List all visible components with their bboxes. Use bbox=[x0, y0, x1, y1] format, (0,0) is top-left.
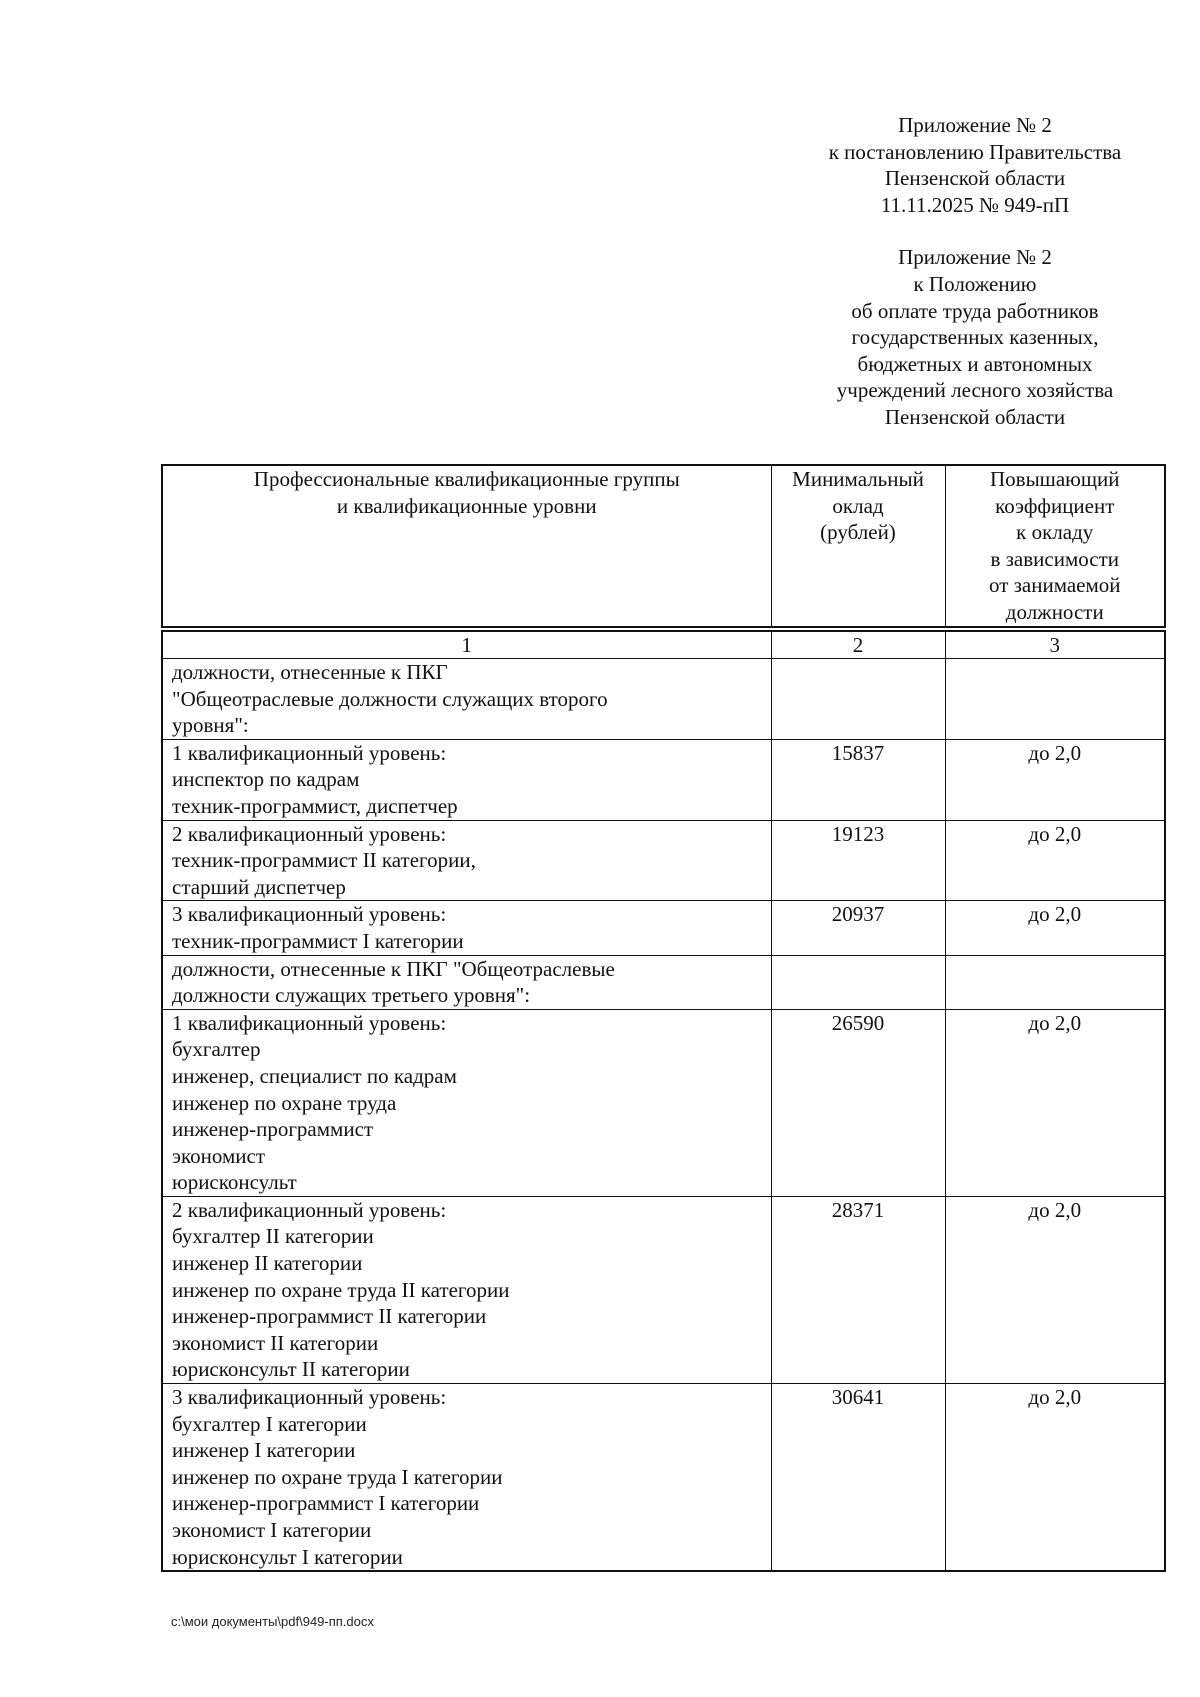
appendix-header bbox=[780, 112, 1170, 431]
position-line: экономист bbox=[172, 1143, 266, 1168]
position-line: инженер-программист I категории bbox=[172, 1491, 480, 1516]
position-cell bbox=[162, 1384, 771, 1572]
position-line: экономист I категории bbox=[172, 1518, 372, 1542]
header-spacer bbox=[780, 218, 1170, 244]
salary-table bbox=[161, 630, 1166, 1572]
position-line: техник-программист II категории, bbox=[172, 848, 476, 873]
column-header-line: от занимаемой bbox=[988, 573, 1121, 598]
table-row bbox=[162, 1009, 1165, 1196]
coefficient-cell: до 2,0 bbox=[945, 820, 1165, 901]
header-line: Приложение № 2 bbox=[898, 113, 1052, 137]
header-line: к постановлению Правительства bbox=[828, 139, 1122, 164]
coefficient-cell: до 2,0 bbox=[945, 739, 1165, 820]
column-header-line: должности bbox=[1005, 599, 1104, 624]
position-line: бухгалтер I категории bbox=[172, 1411, 367, 1436]
position-cell bbox=[162, 1009, 771, 1196]
column-header-line: Профессиональные квалификационные группы bbox=[253, 467, 680, 491]
position-line: инженер I категории bbox=[172, 1438, 356, 1463]
regulation-reference bbox=[780, 244, 1170, 430]
header-line: Пензенской области bbox=[884, 404, 1066, 429]
position-line: 2 квалификационный уровень: bbox=[172, 1197, 447, 1222]
position-cell bbox=[162, 659, 771, 740]
salary-cell: 28371 bbox=[771, 1196, 945, 1383]
position-line: экономист II категории bbox=[172, 1330, 379, 1355]
table-row bbox=[162, 901, 1165, 955]
header-line: об оплате труда работников bbox=[851, 298, 1099, 323]
salary-cell bbox=[771, 659, 945, 740]
column-header-line: оклад bbox=[832, 493, 884, 518]
position-line: 1 квалификационный уровень: bbox=[172, 740, 447, 765]
position-line: юрисконсульт I категории bbox=[172, 1544, 403, 1569]
header-line: Приложение № 2 bbox=[898, 245, 1052, 270]
coefficient-cell bbox=[945, 659, 1165, 740]
coefficient-cell: до 2,0 bbox=[945, 1196, 1165, 1383]
salary-cell bbox=[771, 955, 945, 1009]
salary-cell: 15837 bbox=[771, 739, 945, 820]
column-number: 3 bbox=[945, 631, 1165, 659]
position-line: бухгалтер bbox=[172, 1037, 261, 1062]
header-line: государственных казенных, bbox=[851, 325, 1099, 350]
column-header-line: коэффициент bbox=[995, 493, 1115, 518]
position-line: техник-программист, диспетчер bbox=[172, 793, 458, 818]
salary-cell: 20937 bbox=[771, 901, 945, 955]
position-line: инженер II категории bbox=[172, 1251, 363, 1276]
column-header-coefficient bbox=[945, 465, 1165, 627]
position-cell bbox=[162, 739, 771, 820]
position-line: юрисконсульт II категории bbox=[172, 1357, 410, 1382]
position-line: техник-программист I категории bbox=[172, 928, 464, 953]
header-line: учреждений лесного хозяйства bbox=[836, 378, 1114, 403]
position-line: должности служащих третьего уровня": bbox=[172, 983, 531, 1008]
coefficient-cell: до 2,0 bbox=[945, 901, 1165, 955]
column-number-row bbox=[162, 631, 1165, 659]
position-line: уровня": bbox=[172, 713, 249, 738]
table-row bbox=[162, 1384, 1165, 1572]
position-line: 3 квалификационный уровень: bbox=[172, 1385, 447, 1410]
coefficient-cell: до 2,0 bbox=[945, 1384, 1165, 1572]
column-header-line: к окладу bbox=[1016, 520, 1094, 545]
column-header-line: в зависимости bbox=[990, 546, 1120, 571]
column-header-line: и квалификационные уровни bbox=[336, 493, 597, 518]
column-header-groups bbox=[162, 465, 771, 627]
header-line: Пензенской области bbox=[884, 166, 1066, 191]
position-line: инженер-программист II категории bbox=[172, 1304, 487, 1329]
salary-cell: 19123 bbox=[771, 820, 945, 901]
position-cell bbox=[162, 820, 771, 901]
position-line: инженер-программист bbox=[172, 1117, 374, 1142]
column-header-salary bbox=[771, 465, 945, 627]
position-line: бухгалтер II категории bbox=[172, 1224, 374, 1249]
position-line: инженер, специалист по кадрам bbox=[172, 1063, 457, 1088]
salary-cell: 30641 bbox=[771, 1384, 945, 1572]
header-line: бюджетных и автономных bbox=[857, 351, 1093, 376]
position-line: юрисконсульт bbox=[172, 1170, 297, 1195]
table-header bbox=[161, 464, 1166, 628]
position-line: 3 квалификационный уровень: bbox=[172, 902, 447, 927]
table-row bbox=[162, 820, 1165, 901]
position-line: старший диспетчер bbox=[172, 874, 346, 899]
column-number: 2 bbox=[771, 631, 945, 659]
table-row bbox=[162, 739, 1165, 820]
salary-cell: 26590 bbox=[771, 1009, 945, 1196]
resolution-reference bbox=[780, 112, 1170, 218]
position-line: инженер по охране труда I категории bbox=[172, 1464, 503, 1489]
position-line: инженер по охране труда bbox=[172, 1090, 397, 1115]
coefficient-cell bbox=[945, 955, 1165, 1009]
column-header-line: (рублей) bbox=[820, 520, 896, 545]
position-line: должности, отнесенные к ПКГ bbox=[172, 660, 448, 684]
position-line: инженер по охране труда II категории bbox=[172, 1277, 510, 1302]
table-row bbox=[162, 659, 1165, 740]
coefficient-cell: до 2,0 bbox=[945, 1009, 1165, 1196]
position-line: должности, отнесенные к ПКГ "Общеотраслевые bbox=[172, 956, 615, 981]
column-number: 1 bbox=[162, 631, 771, 659]
position-line: инспектор по кадрам bbox=[172, 767, 360, 792]
position-cell bbox=[162, 1196, 771, 1383]
file-path-footer: c:\мои документы\pdf\949-пп.docx bbox=[171, 1614, 374, 1629]
table-row bbox=[162, 955, 1165, 1009]
table-row bbox=[162, 1196, 1165, 1383]
position-line: "Общеотраслевые должности служащих второго bbox=[172, 686, 608, 711]
column-header-line: Минимальный bbox=[792, 467, 924, 491]
position-line: 2 квалификационный уровень: bbox=[172, 821, 447, 846]
position-cell bbox=[162, 901, 771, 955]
header-line: к Положению bbox=[913, 271, 1037, 296]
position-cell bbox=[162, 955, 771, 1009]
header-line: 11.11.2025 № 949-пП bbox=[880, 192, 1070, 217]
column-header-line: Повышающий bbox=[989, 467, 1120, 491]
position-line: 1 квалификационный уровень: bbox=[172, 1010, 447, 1035]
